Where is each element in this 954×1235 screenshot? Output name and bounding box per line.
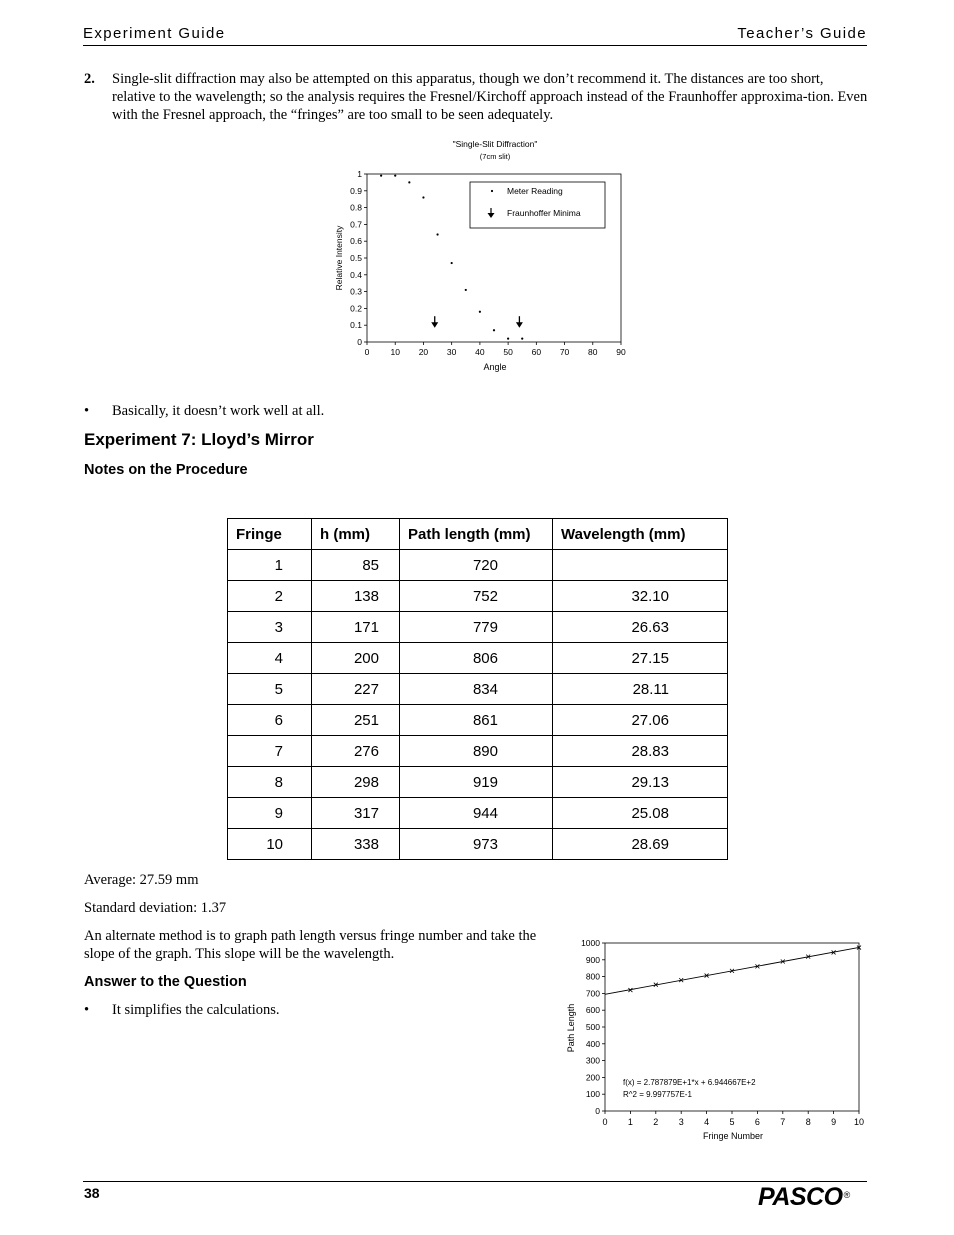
table-cell: 138	[312, 581, 400, 612]
x-tick-label: 70	[559, 347, 570, 357]
table-cell: 338	[312, 829, 400, 860]
table-cell: 861	[400, 705, 553, 736]
table-cell: 890	[400, 736, 553, 767]
data-point	[479, 311, 481, 313]
stdev-text: Standard deviation: 1.37	[84, 900, 227, 916]
table-row	[228, 581, 728, 612]
chart1-title: "Single-Slit Diffraction"	[452, 139, 538, 149]
fit-equation: f(x) = 2.787879E+1*x + 6.944667E+2	[623, 1078, 756, 1087]
table-cell: 85	[312, 550, 400, 581]
table-cell: 944	[400, 798, 553, 829]
x-tick-label: 9	[831, 1117, 837, 1127]
path-length-chart	[560, 932, 870, 1144]
minima-arrow	[516, 316, 523, 328]
table-cell: 28.83	[553, 736, 728, 767]
legend-fraunhoffer-minima: Fraunhoffer Minima	[507, 208, 581, 218]
table-row	[228, 767, 728, 798]
fit-r-squared: R^2 = 9.997757E-1	[623, 1090, 692, 1099]
table-header-row	[228, 519, 728, 550]
x-tick-label: 60	[531, 347, 542, 357]
table-cell: 9	[228, 798, 312, 829]
column-header: Fringe	[228, 519, 312, 550]
y-tick-label: 900	[585, 954, 600, 965]
footer-rule	[83, 1181, 867, 1182]
table-row	[228, 643, 728, 674]
answer-heading: Answer to the Question	[84, 974, 247, 990]
header-rule	[83, 45, 867, 46]
y-tick-label: 700	[585, 988, 600, 999]
data-point	[394, 175, 396, 177]
x-tick-label: 50	[503, 347, 513, 357]
table-cell: 7	[228, 736, 312, 767]
table-cell: 6	[228, 705, 312, 736]
bullet-text: Basically, it doesn’t work well at all.	[112, 403, 325, 419]
y-tick-label: 0.3	[350, 286, 362, 297]
logo-text: PASCO	[758, 1183, 843, 1211]
table-cell: 4	[228, 643, 312, 674]
bullet-symbol: •	[84, 1002, 90, 1018]
bullet-text: It simplifies the calculations.	[112, 1002, 280, 1018]
x-tick-label: 40	[475, 347, 485, 357]
data-point	[451, 262, 453, 264]
table-cell: 26.63	[553, 612, 728, 643]
item-number: 2.	[84, 71, 95, 87]
item-2	[84, 70, 869, 124]
item-text: Single-slit diffraction may also be attempted on this apparatus, though we don’t recommend it. The distances are too short, relative to the wavelength; so the analysis requires the Fresnel/Kirchoff approach instead of the Fraunhoffer approxima-tion. Even with the Fresnel approach, the “fringes” are too small to be seen adequately.	[112, 71, 868, 123]
legend-meter-reading: Meter Reading	[507, 186, 563, 196]
y-tick-label: 100	[585, 1089, 600, 1100]
table-cell: 200	[312, 643, 400, 674]
y-tick-label: 0.1	[350, 320, 362, 331]
table-cell: 28.69	[553, 829, 728, 860]
table-cell: 752	[400, 581, 553, 612]
table-cell: 720	[400, 550, 553, 581]
page-number: 38	[84, 1185, 100, 1201]
column-header: Path length (mm)	[400, 519, 553, 550]
single-slit-chart	[325, 136, 635, 374]
table-cell: 276	[312, 736, 400, 767]
experiment-title: Experiment 7: Lloyd’s Mirror	[84, 430, 314, 449]
y-tick-label: 600	[585, 1005, 600, 1016]
table-cell: 834	[400, 674, 553, 705]
y-tick-label: 0.8	[350, 202, 362, 213]
header-left: Experiment Guide	[83, 25, 226, 42]
table-cell: 806	[400, 643, 553, 674]
x-tick-label: 10	[853, 1117, 865, 1127]
x-tick-label: 4	[704, 1117, 710, 1127]
table-cell: 227	[312, 674, 400, 705]
table-cell: 8	[228, 767, 312, 798]
table-row	[228, 705, 728, 736]
data-point	[422, 196, 424, 198]
x-tick-label: 7	[780, 1117, 786, 1127]
chart2-xlabel: Fringe Number	[702, 1131, 764, 1141]
chart1-xlabel: Angle	[483, 362, 507, 372]
data-point	[436, 233, 438, 235]
table-cell: 32.10	[553, 581, 728, 612]
table-cell: 298	[312, 767, 400, 798]
column-header: Wavelength (mm)	[553, 519, 728, 550]
data-point	[408, 181, 410, 183]
x-tick-label: 10	[390, 347, 400, 357]
y-tick-label: 1000	[581, 938, 600, 948]
y-tick-label: 0.6	[350, 236, 362, 247]
x-tick-label: 1	[627, 1117, 633, 1127]
y-tick-label: 1	[357, 169, 362, 179]
table-cell: 171	[312, 612, 400, 643]
y-tick-label: 800	[585, 971, 600, 982]
average-text: Average: 27.59 mm	[84, 872, 199, 888]
table-cell: 317	[312, 798, 400, 829]
x-tick-label: 30	[446, 347, 457, 357]
chart1-ylabel: Relative Intensity	[334, 225, 344, 291]
table-cell: 2	[228, 581, 312, 612]
table-row	[228, 550, 728, 581]
chart2-ylabel: Path Length	[566, 1003, 576, 1053]
x-tick-label: 90	[616, 347, 626, 357]
x-tick-label: 8	[805, 1117, 811, 1127]
x-tick-label: 3	[678, 1117, 684, 1127]
y-tick-label: 0	[357, 337, 362, 347]
y-tick-label: 200	[585, 1072, 600, 1083]
y-tick-label: 0.7	[350, 219, 362, 230]
pasco-logo	[758, 1184, 850, 1210]
y-tick-label: 400	[585, 1038, 600, 1049]
y-tick-label: 500	[585, 1022, 600, 1032]
table-row	[228, 612, 728, 643]
bullet-item	[84, 1002, 484, 1020]
y-tick-label: 0.5	[350, 253, 362, 263]
table-cell: 973	[400, 829, 553, 860]
table-cell: 1	[228, 550, 312, 581]
table-cell: 3	[228, 612, 312, 643]
registered-mark: ®	[843, 1190, 850, 1200]
alternate-method-text: An alternate method is to graph path length versus fringe number and take the slope of the graph. This slope will be the wavelength.	[84, 928, 537, 962]
column-header: h (mm)	[312, 519, 400, 550]
chart1-legend	[470, 182, 605, 228]
table-row	[228, 736, 728, 767]
y-tick-label: 300	[585, 1055, 600, 1066]
x-tick-label: 5	[729, 1117, 735, 1127]
table-cell: 25.08	[553, 798, 728, 829]
y-tick-label: 0.2	[350, 303, 362, 314]
x-tick-label: 2	[653, 1117, 659, 1127]
header-right: Teacher’s Guide	[737, 25, 867, 42]
chart1-subtitle: (7cm slit)	[479, 152, 511, 161]
data-point	[507, 338, 509, 340]
table-cell: 779	[400, 612, 553, 643]
minima-arrow	[431, 316, 438, 328]
table-cell: 29.13	[553, 767, 728, 798]
x-tick-label: 80	[588, 347, 598, 357]
table-cell: 251	[312, 705, 400, 736]
table-row	[228, 829, 728, 860]
table-row	[228, 798, 728, 829]
table-cell: 10	[228, 829, 312, 860]
data-point	[465, 289, 467, 291]
y-tick-label: 0.9	[350, 185, 362, 196]
fringe-table	[227, 518, 728, 860]
data-point	[380, 175, 382, 177]
x-tick-label: 20	[418, 347, 429, 357]
table-cell	[553, 550, 728, 581]
y-tick-label: 0.4	[350, 269, 362, 280]
bullet-symbol: •	[84, 403, 90, 419]
table-cell: 919	[400, 767, 553, 798]
data-point	[521, 338, 523, 340]
data-point	[493, 329, 495, 331]
table-cell: 27.06	[553, 705, 728, 736]
table-cell: 28.11	[553, 674, 728, 705]
x-tick-label: 0	[602, 1117, 608, 1127]
table-row	[228, 674, 728, 705]
bullet-item	[84, 403, 484, 421]
table-cell: 27.15	[553, 643, 728, 674]
notes-heading: Notes on the Procedure	[84, 462, 248, 478]
table-cell: 5	[228, 674, 312, 705]
x-tick-label: 6	[754, 1117, 760, 1127]
x-tick-label: 0	[364, 347, 370, 357]
y-tick-label: 0	[595, 1106, 600, 1116]
